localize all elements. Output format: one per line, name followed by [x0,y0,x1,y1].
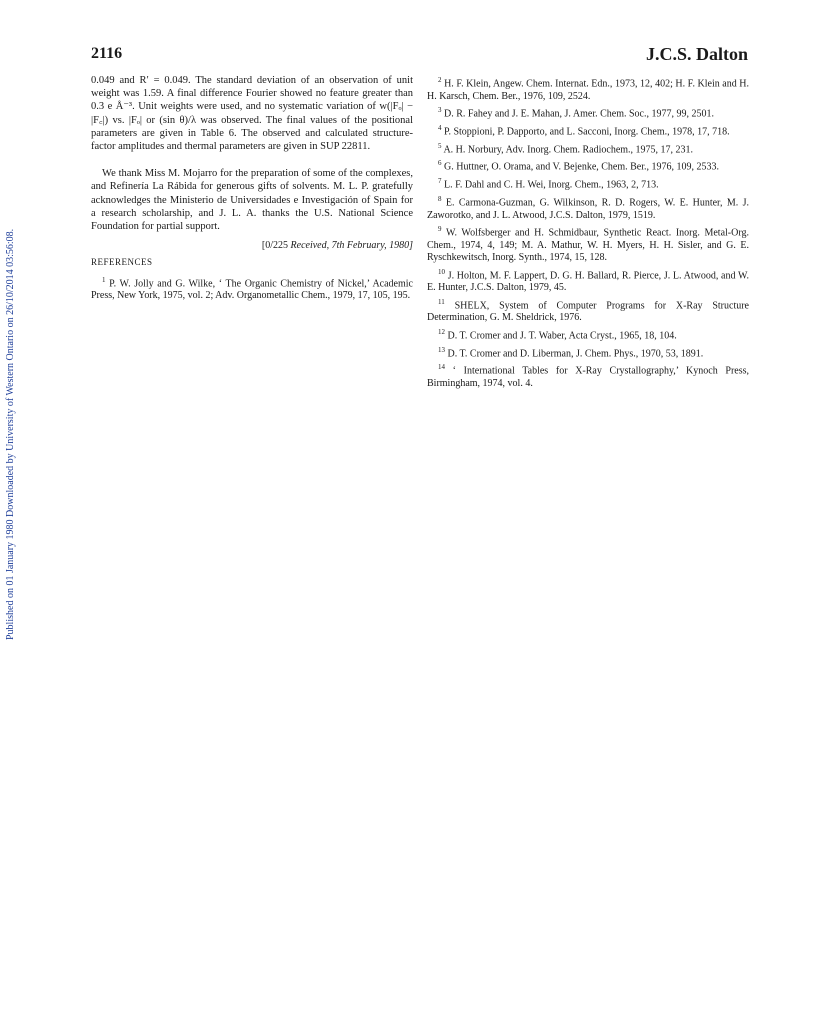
page-number: 2116 [91,45,123,62]
reference-text: W. Wolfsberger and H. Schmidbaur, Synthetic React. Inorg. Metal-Org. Chem., 1974, 4, 149; M. A. Mathur, W. H. Myers, H. H. Sisler, and G. E. Ryschkewitsch, Inorg. Synth., 1974, 15, 128. [427,227,749,264]
reference-number: 7 [438,177,442,186]
reference-text: P. W. Jolly and G. Wilke, ‘ The Organic Chemistry of Nickel,’ Academic Press, New York, 1975, vol. 2; Adv. Organometallic Chem., 1979, 17, 105, 195. [91,277,413,302]
reference-item [91,274,413,303]
reference-text: SHELX, System of Computer Programs for X-Ray Structure Determination, G. M. Sheldrick, 1976. [427,299,749,324]
reference-number: 1 [102,275,106,284]
reference-number: 14 [438,363,445,372]
reference-item [427,104,749,121]
reference-item [427,74,749,103]
body-paragraph: 0.049 and R′ = 0.049. The standard deviation of an observation of unit weight was 1.59. A final difference Fourier showed no feature greater than 0.3 e Å⁻³. Unit weights were used, and no systematic variation of w(|Fₒ| − |F꜀|) vs. |Fₒ| or (sin θ)/λ was observed. The final values of the positional parameters are given in Table 6. The observed and calculated structure-factor amplitudes and thermal parameters are given in SUP 22811. [91,75,413,153]
reference-number: 3 [438,106,442,115]
reference-text: A. H. Norbury, Adv. Inorg. Chem. Radiochem., 1975, 17, 231. [443,143,694,155]
reference-text: G. Huttner, O. Orama, and V. Bejenke, Chem. Ber., 1976, 109, 2533. [444,161,720,173]
left-column [91,74,413,304]
acknowledgements-paragraph: We thank Miss M. Mojarro for the preparation of some of the complexes, and Refinería La Rábida for generous gifts of solvents. M. L. P. gratefully acknowledges the Ministerio de Universidades e Investigación of Spain for a research scholarship, and J. L. A. thanks the U.S. National Science Foundation for partial support. [91,168,413,233]
reference-number: 9 [438,224,442,233]
right-column [427,74,749,391]
reference-item [427,266,749,295]
reference-text: P. Stoppioni, P. Dapporto, and L. Sacconi, Inorg. Chem., 1978, 17, 718. [444,126,730,138]
reference-text: J. Holton, M. F. Lappert, D. G. H. Ballard, R. Pierce, J. L. Atwood, and W. E. Hunter, J.C.S. Dalton, 1979, 45. [427,269,750,294]
reference-number: 6 [438,159,442,168]
reference-text: D. R. Fahey and J. E. Mahan, J. Amer. Chem. Soc., 1977, 99, 2501. [444,108,714,120]
references-heading: REFERENCES [91,257,153,268]
received-date: Received, 7th February, 1980] [290,240,413,252]
reference-item [427,193,749,222]
journal-title: J.C.S. Dalton [645,44,748,64]
reference-number: 11 [438,297,445,306]
reference-number: 5 [438,141,442,150]
reference-text: H. F. Klein, Angew. Chem. Internat. Edn., 1973, 12, 402; H. F. Klein and H. H. Karsch, Chem. Ber., 1976, 109, 2524. [427,78,750,102]
reference-item [427,122,749,139]
manuscript-code: [0/225 [261,240,289,252]
reference-text: L. F. Dahl and C. H. Wei, Inorg. Chem., 1963, 2, 713. [444,179,659,191]
reference-number: 2 [438,76,442,84]
received-line [91,239,413,252]
reference-text: D. T. Cromer and J. T. Waber, Acta Cryst., 1965, 18, 104. [447,330,677,342]
reference-item [427,326,749,343]
reference-text: E. Carmona-Guzman, G. Wilkinson, R. D. Rogers, W. E. Hunter, M. J. Zaworotko, and J. L. Atwood, J.C.S. Dalton, 1979, 1519. [427,197,749,221]
reference-number: 10 [438,267,445,276]
reference-item [427,157,749,174]
reference-text: ‘ International Tables for X-Ray Crystallography,’ Kynoch Press, Birmingham, 1974, vol. 4. [427,365,749,389]
reference-item [427,344,749,361]
reference-number: 8 [438,194,442,203]
reference-item [427,140,749,157]
reference-item [427,223,749,265]
reference-text: D. T. Cromer and D. Liberman, J. Chem. Phys., 1970, 53, 1891. [447,347,704,359]
reference-number: 12 [438,327,445,336]
reference-item [427,175,749,192]
reference-item [427,296,749,325]
reference-item [427,361,749,390]
reference-number: 13 [438,345,445,354]
download-watermark: Published on 01 January 1980 Downloaded by University of Western Ontario on 26/10/2014 03:56:08. [5,228,16,640]
reference-number: 4 [438,123,442,132]
